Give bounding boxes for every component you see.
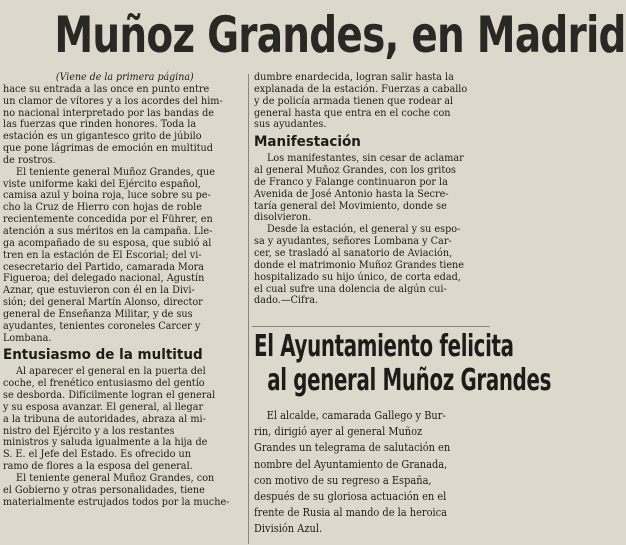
text-line: materialmente estrujados todos por la muche- xyxy=(3,495,230,508)
text-line: general de Enseñanza Militar, y de sus xyxy=(3,307,193,320)
text-line: recientemente concedida por el Führer, en xyxy=(3,213,213,226)
text-line: y de policía armada tienen que rodear al xyxy=(254,94,454,107)
text-line: disolvieron. xyxy=(254,211,312,224)
text-line: camisa azul y boina roja, luce sobre su pe- xyxy=(3,189,211,202)
text-line: hace su entrada a las once en punto entre xyxy=(3,82,210,95)
text-line: Avenida de José Antonio hasta la Secre- xyxy=(254,187,449,200)
text-line: nombre del Ayuntamiento de Granada, xyxy=(254,457,448,471)
text-line: ramo de flores a la esposa del general. xyxy=(3,460,193,473)
ayuntamiento-article xyxy=(254,408,492,538)
text-line: explanada de la estación. Fuerzas a caballo xyxy=(254,82,468,95)
text-line: dado.—Cifra. xyxy=(254,294,319,307)
text-line: sus ayudantes. xyxy=(254,118,327,131)
paragraph-a xyxy=(3,84,247,167)
text-line: sión; del general Martín Alonso, director xyxy=(3,296,203,309)
text-line: ga acompañado de su esposa, que subió al xyxy=(3,236,212,249)
text-line: División Azul. xyxy=(254,522,323,536)
text-line: Desde la estación, el general y su espo- xyxy=(267,223,461,236)
text-line: cesecretario del Partido, camarada Mora xyxy=(3,260,205,273)
text-line: rin, dirigió ayer al general Muñoz xyxy=(254,425,423,439)
text-line: coche, el frenético entusiasmo del gentío xyxy=(3,377,205,390)
text-line: después de su gloriosa actuación en el xyxy=(254,490,447,504)
left-column xyxy=(3,72,247,509)
paragraph-d xyxy=(3,473,247,509)
text-line: El alcalde, camarada Gallego y Bur- xyxy=(266,409,446,422)
text-line: taría general del Movimiento, donde se xyxy=(254,199,447,212)
text-line: hospitalizado su hijo único, de corta edad, xyxy=(254,270,461,283)
text-line: frente de Rusia al mando de la heroica xyxy=(254,506,448,520)
text-line: cho la Cruz de Hierro con hojas de roble xyxy=(3,201,202,214)
text-line: Al aparecer el general en la puerta del xyxy=(16,365,206,378)
text-line: con motivo de su regreso a España, xyxy=(254,473,432,487)
text-line: las fuerzas que rinden honores. Toda la xyxy=(3,118,197,131)
text-line: el cual sufre una dolencia de algún cui- xyxy=(254,282,447,295)
text-line: atención a sus méritos en la campaña. Lle- xyxy=(3,224,213,237)
right-column xyxy=(254,72,498,307)
headline: Muñoz Grandes, en Madrid xyxy=(54,6,626,64)
continuation-note: (Viene de la primera página) xyxy=(55,72,194,83)
paragraph-f xyxy=(254,153,498,224)
text-line: viste uniforme kaki del Ejército español, xyxy=(3,177,201,190)
section-heading-line1: El Ayuntamiento felicita xyxy=(254,329,514,364)
text-line: se desborda. Difícilmente logran el general xyxy=(3,389,216,402)
subheading-manifestacion: Manifestación xyxy=(254,134,361,151)
text-line: Grandes un telegrama de salutación en xyxy=(254,441,451,455)
text-line: El teniente general Muñoz Grandes, que xyxy=(16,165,215,178)
text-line: El teniente general Muñoz Grandes, con xyxy=(16,472,215,484)
text-line: ayudantes, tenientes coroneles Carcer y xyxy=(3,319,201,332)
text-line: cer, se trasladó al sanatorio de Aviación, xyxy=(254,246,453,259)
text-line: Aznar, que estuvieron con él en la Divi- xyxy=(3,284,195,297)
text-line: tren en la estación de El Escorial; del vi- xyxy=(3,248,202,261)
paragraph-c xyxy=(3,366,247,473)
text-line: y su esposa avanzar. El general, al llegar xyxy=(3,400,204,413)
section-heading-line2: al general Muñoz Grandes xyxy=(267,363,552,398)
text-line: un clamor de vítores y a los acordes del him- xyxy=(3,94,223,107)
text-line: estación es un gigantesco grito de júbilo xyxy=(3,130,202,143)
text-line: Los manifestantes, sin cesar de aclamar xyxy=(267,152,464,165)
text-line: no nacional interpretado por las bandas de xyxy=(3,106,214,119)
text-line: general hasta que entra en el coche con xyxy=(254,106,451,119)
text-line: donde el matrimonio Muñoz Grandes tiene xyxy=(254,258,465,271)
text-line: de Franco y Falange continuaron por la xyxy=(254,175,448,188)
text-line: que pone lágrimas de emoción en multitud xyxy=(3,142,213,155)
text-line: Figueroa; del delegado nacional, Agustín xyxy=(3,272,205,285)
text-line: a la tribuna de autoridades, abraza al mi- xyxy=(3,412,206,425)
text-line: S. E. el Jefe del Estado. Es ofrecido un xyxy=(3,448,192,461)
column-divider xyxy=(248,74,249,544)
paragraph-h xyxy=(254,408,492,538)
text-line: de rostros. xyxy=(3,153,56,166)
text-line: el Gobierno y otras personalidades, tiene xyxy=(3,483,205,496)
paragraph-g xyxy=(254,224,498,307)
paragraph-b xyxy=(3,167,247,345)
text-line: al general Muñoz Grandes, con los gritos xyxy=(254,164,456,177)
text-line: nistro del Ejército y a los restantes xyxy=(3,424,175,437)
section-rule xyxy=(252,326,490,327)
section-heading xyxy=(254,329,552,398)
text-line: ministros y saluda igualmente a la hija de xyxy=(3,436,208,449)
paragraph-e xyxy=(254,72,498,131)
text-line: dumbre enardecida, logran salir hasta la xyxy=(254,71,454,83)
text-line: sa y ayudantes, señores Lombana y Car- xyxy=(254,235,452,248)
subheading-entusiasmo: Entusiasmo de la multitud xyxy=(3,347,203,364)
text-line: Lombana. xyxy=(3,331,52,344)
